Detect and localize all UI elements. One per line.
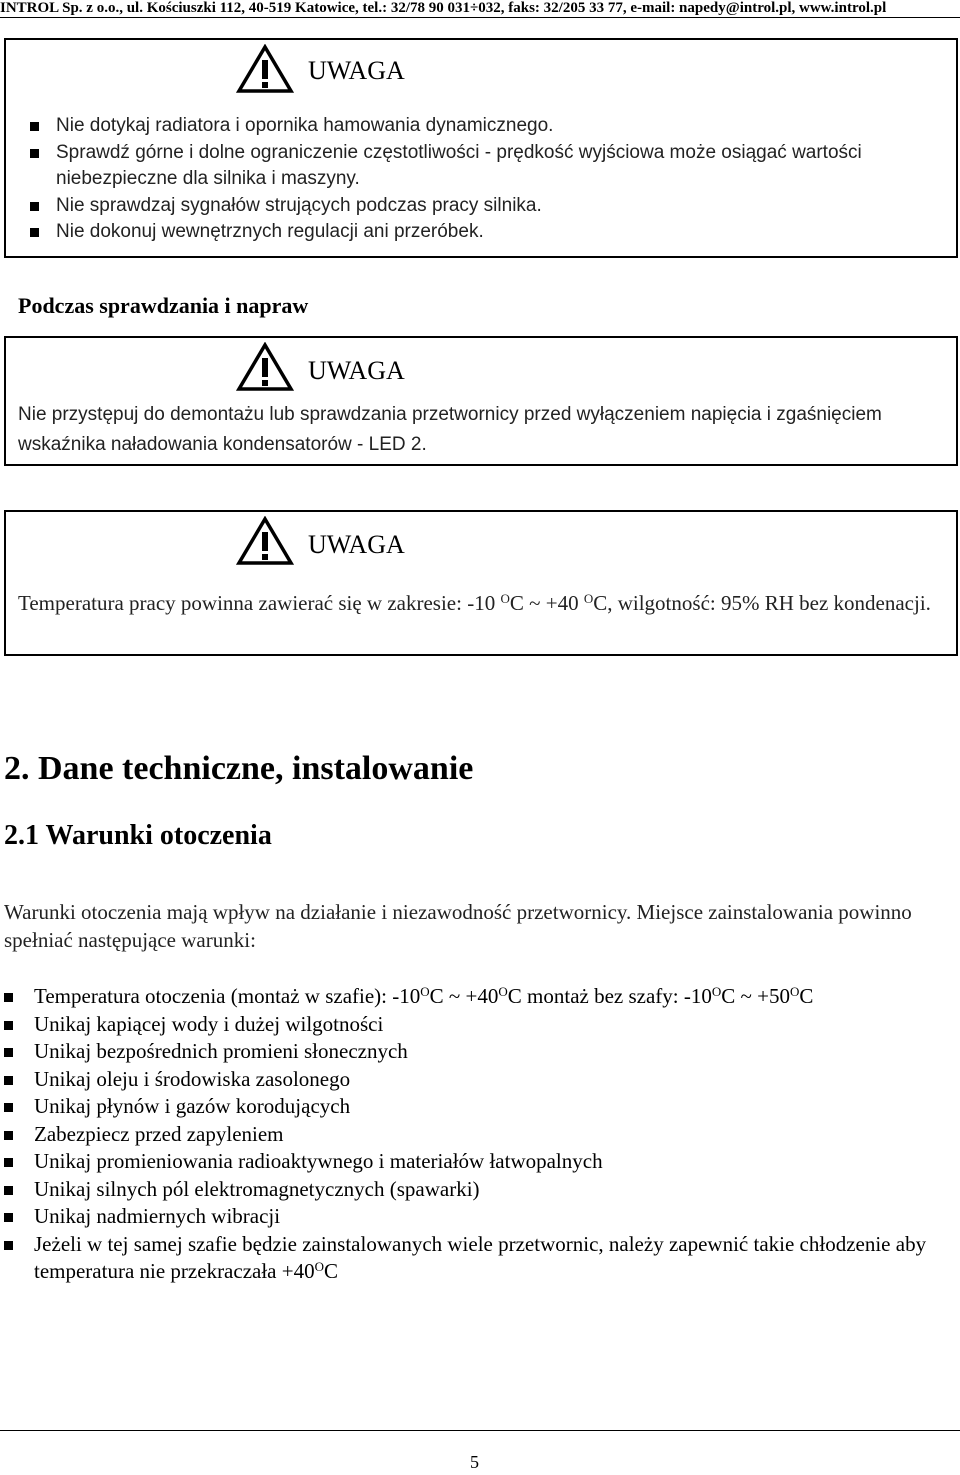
bullet-square-icon [4,1021,13,1030]
header-divider [0,17,960,18]
warning-header [236,342,536,392]
bullet-square-icon [30,202,39,211]
page-header: INTROL Sp. z o.o., ul. Kościuszki 112, 40-519 Katowice, tel.: 32/78 90 031÷032, faks: 32/205 33 77, e-mail: napedy@introl.pl, www.introl.pl [0,0,887,16]
bullet-square-icon [30,122,39,131]
bullet-square-icon [30,149,39,158]
page-number: 5 [470,1452,479,1472]
warning-triangle-icon [236,44,294,94]
section-intro: Warunki otoczenia mają wpływ na działanie i niezawodność przetwornicy. Miejsce zainstalowania powinno spełniać następujące warunki: [4,900,912,952]
warning-box-3 [4,510,958,656]
warning-text: Nie przystępuj do demontażu lub sprawdzania przetwornicy przed wyłączeniem napięcia i zgaśnięciem wskaźnika naładowania kondensatorów - LED 2. [18,404,882,455]
list-item: Zabezpiecz przed zapyleniem [4,1121,954,1149]
warning-list [30,113,950,246]
bullet-square-icon [4,1131,13,1140]
list-item: Nie dokonuj wewnętrznych regulacji ani przeróbek. [30,219,950,246]
bullet-square-icon [4,1241,13,1250]
warning-title: UWAGA [308,56,405,85]
list-item: Unikaj silnych pól elektromagnetycznych (spawarki) [4,1176,954,1204]
warning-title: UWAGA [308,530,405,559]
list-item: Unikaj płynów i gazów korodujących [4,1093,954,1121]
warning-header [236,516,536,566]
list-item: Jeżeli w tej samej szafie będzie zainstalowanych wiele przetwornic, należy zapewnić takie chłodzenie aby temperatura nie przekraczała $+40^OC$ [4,1231,954,1286]
bullet-square-icon [4,1103,13,1112]
warning-box-1 [4,38,958,258]
list-item: Unikaj kapiącej wody i dużej wilgotności [4,1011,954,1039]
conditions-list [4,983,954,1286]
warning-header [236,44,536,94]
warning-title: UWAGA [308,356,405,385]
bullet-square-icon [4,1076,13,1085]
list-item: Unikaj bezpośrednich promieni słonecznych [4,1038,954,1066]
list-item: Unikaj nadmiernych wibracji [4,1203,954,1231]
bullet-square-icon [4,1186,13,1195]
bullet-square-icon [30,228,39,237]
warning-triangle-icon [236,516,294,566]
warning-box-2 [4,336,958,466]
list-item: Unikaj oleju i środowiska zasolonego [4,1066,954,1094]
list-item: Temperatura otoczenia (montaż w szafie): $-10^OC$ ~ $+40^OC$ montaż bez szafy: $-10^OC$ ~ $+50^OC$ [4,983,954,1011]
repair-heading: Podczas sprawdzania i napraw [18,293,309,318]
list-item: Nie sprawdzaj sygnałów strujących podczas pracy silnika. [30,193,950,220]
section-title: 2. Dane techniczne, instalowanie [4,750,474,787]
warning-triangle-icon [236,342,294,392]
warning-text: Temperatura pracy powinna zawierać się w zakresie: -10 $^O$C ~ +40 $^O$C, wilgotność: 95% RH bez kondenacji. [18,591,931,615]
list-item: Nie dotykaj radiatora i opornika hamowania dynamicznego. [30,113,950,140]
bullet-square-icon [4,1158,13,1167]
subsection-title: 2.1 Warunki otoczenia [4,820,272,851]
list-item: Unikaj promieniowania radioaktywnego i materiałów łatwopalnych [4,1148,954,1176]
list-item: Sprawdź górne i dolne ograniczenie częstotliwości - prędkość wyjściowa może osiągać wartości niebezpieczne dla silnika i maszyny. [30,140,950,193]
bullet-square-icon [4,1048,13,1057]
bullet-square-icon [4,1213,13,1222]
bullet-square-icon [4,993,13,1002]
footer-divider [0,1430,960,1431]
